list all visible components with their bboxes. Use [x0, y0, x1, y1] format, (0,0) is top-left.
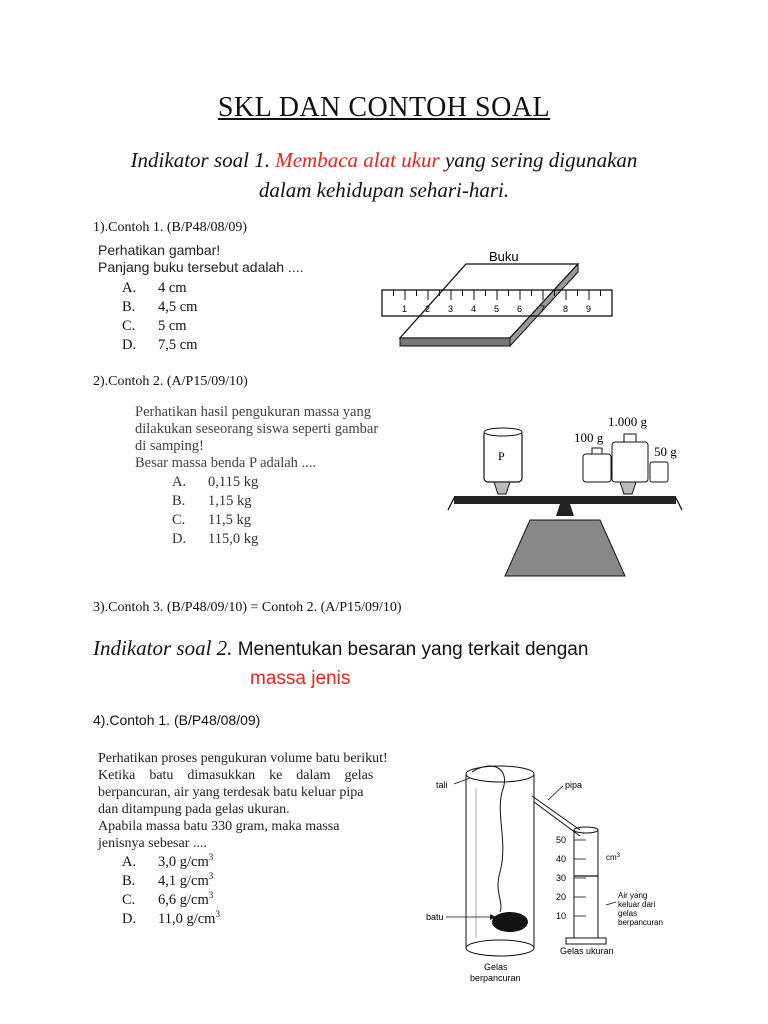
- right-pan-support: [620, 482, 636, 494]
- air-label-1: Air yang: [618, 891, 648, 900]
- indicator-1-rest: yang sering digunakan: [444, 148, 638, 172]
- tali-pointer: [454, 778, 470, 784]
- weight-1000-label: 1.000 g: [608, 414, 647, 429]
- can-bottom: [466, 940, 534, 956]
- weight-100g: [583, 454, 611, 482]
- cylinder-scale-label: 10: [556, 911, 567, 921]
- left-pan-support: [494, 482, 510, 494]
- example-4-question: [98, 750, 388, 852]
- ruler-number: 9: [586, 304, 592, 314]
- air-label-2: keluar dari: [618, 900, 656, 909]
- balance-beam: [454, 496, 676, 504]
- example-2-question: [135, 404, 378, 472]
- example-1-q1: Perhatikan gambar!: [98, 242, 221, 258]
- stone: [492, 912, 528, 932]
- indicator-1-lead: Indikator soal 1.: [130, 148, 270, 172]
- example-4-option-c: C. 6,6 $g/cm^3$: [122, 890, 214, 908]
- weight-100g-knob: [592, 448, 602, 454]
- air-label-3: gelas: [618, 909, 638, 918]
- example-2-q4: Besar massa benda P adalah ....: [135, 455, 317, 471]
- indicator-1-line-1: [0, 148, 768, 173]
- book-edge: [400, 338, 510, 346]
- example-4-label: 4).Contoh 1. (B/P48/08/09): [93, 712, 261, 728]
- can-rim: [466, 766, 534, 782]
- example-4-q2: Ketika batu dimasukkan ke dalam gelas: [98, 768, 374, 783]
- example-1-option-d: D. 7,5 cm: [122, 337, 198, 353]
- gelas-label-1: Gelas: [484, 962, 508, 972]
- pipa-label: pipa: [565, 780, 583, 790]
- pipa-pointer: [548, 786, 563, 800]
- cylinder-base: [566, 938, 606, 944]
- example-1-option-a: A. 4 cm: [122, 280, 187, 296]
- example-1-q2: Panjang buku tersebut adalah ....: [98, 259, 304, 275]
- example-4-q3: berpancuran, air yang terdesak batu keluar pipa: [98, 785, 364, 800]
- example-1-label: 1).Contoh 1. (B/P48/08/09): [93, 220, 248, 235]
- indicator-2-lead: Indikator soal 2.: [93, 636, 233, 660]
- object-p-label: P: [498, 449, 505, 463]
- example-1-option-c: C. 5 cm: [122, 318, 187, 334]
- example-2-q3: di samping!: [135, 438, 204, 454]
- ruler-ticks: [382, 290, 612, 300]
- page-title: SKL DAN CONTOH SOAL: [217, 92, 551, 123]
- weight-1000g: [612, 442, 648, 482]
- cylinder-scale-label: 30: [556, 873, 567, 883]
- example-4-option-a: A. 3,0 $g/cm^3$: [122, 852, 214, 870]
- pivot: [556, 504, 574, 516]
- indicator-2-rest: Menentukan besaran yang terkait dengan: [237, 639, 589, 660]
- example-4-option-d: D. 11,0 $g/cm^3$: [122, 909, 220, 927]
- example-4-q5: Apabila massa batu 330 gram, maka massa: [98, 819, 340, 834]
- example-4-option-b: B. 4,1 $g/cm^3$: [122, 871, 214, 889]
- weight-50g: [650, 462, 668, 482]
- book-ruler-figure: [378, 242, 618, 357]
- weight-100-label: 100 g: [574, 430, 604, 445]
- ruler-number: 8: [563, 304, 569, 314]
- cylinder-scale: [556, 835, 586, 921]
- ruler-number: 6: [517, 304, 523, 314]
- gelas-ukuran-label: Gelas ukuran: [560, 946, 614, 956]
- object-p-top: [484, 428, 522, 436]
- cylinder-scale-label: 50: [556, 835, 567, 845]
- ruler-number: 1: [402, 304, 408, 314]
- example-1-question: [98, 242, 303, 276]
- ruler-number: 3: [448, 304, 454, 314]
- string: [472, 766, 505, 912]
- batu-label: batu: [426, 912, 444, 922]
- indicator-1-highlight: Membaca alat ukur: [275, 148, 440, 172]
- example-2-option-b: B. 1,15 kg: [172, 493, 252, 509]
- example-2-q1: Perhatikan hasil pengukuran massa yang: [135, 404, 371, 420]
- overflow-can-figure: [420, 752, 690, 986]
- cylinder-rim: [574, 827, 598, 833]
- ruler-number: 7: [540, 304, 546, 314]
- ruler-number: 4: [471, 304, 477, 314]
- example-2-label: 2).Contoh 2. (A/P15/09/10): [93, 374, 248, 389]
- ruler-number: 5: [494, 304, 500, 314]
- example-2-option-d: D. 115,0 kg: [172, 531, 259, 547]
- example-4-q6: jenisnya sebesar ....: [98, 836, 207, 851]
- balance-figure: [440, 410, 690, 578]
- tali-label: tali: [436, 780, 448, 790]
- example-2-option-c: C. 11,5 kg: [172, 512, 251, 528]
- example-2-option-a: A. 0,115 kg: [172, 474, 259, 490]
- ruler-number: 2: [425, 304, 431, 314]
- example-1-option-b: B. 4,5 cm: [122, 299, 198, 315]
- spout-pipe-bottom: [534, 802, 580, 836]
- weight-1000g-knob: [624, 434, 636, 442]
- unit-label: $cm^3$: [606, 853, 621, 862]
- book-label: Buku: [489, 249, 519, 264]
- cylinder-scale-label: 40: [556, 854, 567, 864]
- indicator-2-highlight: massa jenis: [250, 668, 351, 689]
- balance-base: [505, 520, 625, 576]
- gelas-label-2: berpancuran: [470, 973, 521, 983]
- weight-50-label: 50 g: [654, 444, 677, 459]
- spout-pipe-top: [532, 796, 580, 830]
- example-3-label: 3).Contoh 3. (B/P48/09/10) = Contoh 2. (A/P15/09/10): [93, 600, 402, 615]
- example-4-q4: dan ditampung pada gelas ukuran.: [98, 802, 290, 817]
- air-pointer: [606, 902, 616, 905]
- indicator-1-line-2: dalam kehidupan sehari-hari.: [258, 178, 510, 202]
- example-2-q2: dilakukan seseorang siswa seperti gambar: [135, 421, 379, 437]
- air-label-4: berpancuran: [618, 918, 663, 927]
- cylinder-scale-label: 20: [556, 892, 567, 902]
- example-4-q1: Perhatikan proses pengukuran volume batu berikut!: [98, 751, 388, 766]
- indicator-2-line-1: [93, 636, 588, 661]
